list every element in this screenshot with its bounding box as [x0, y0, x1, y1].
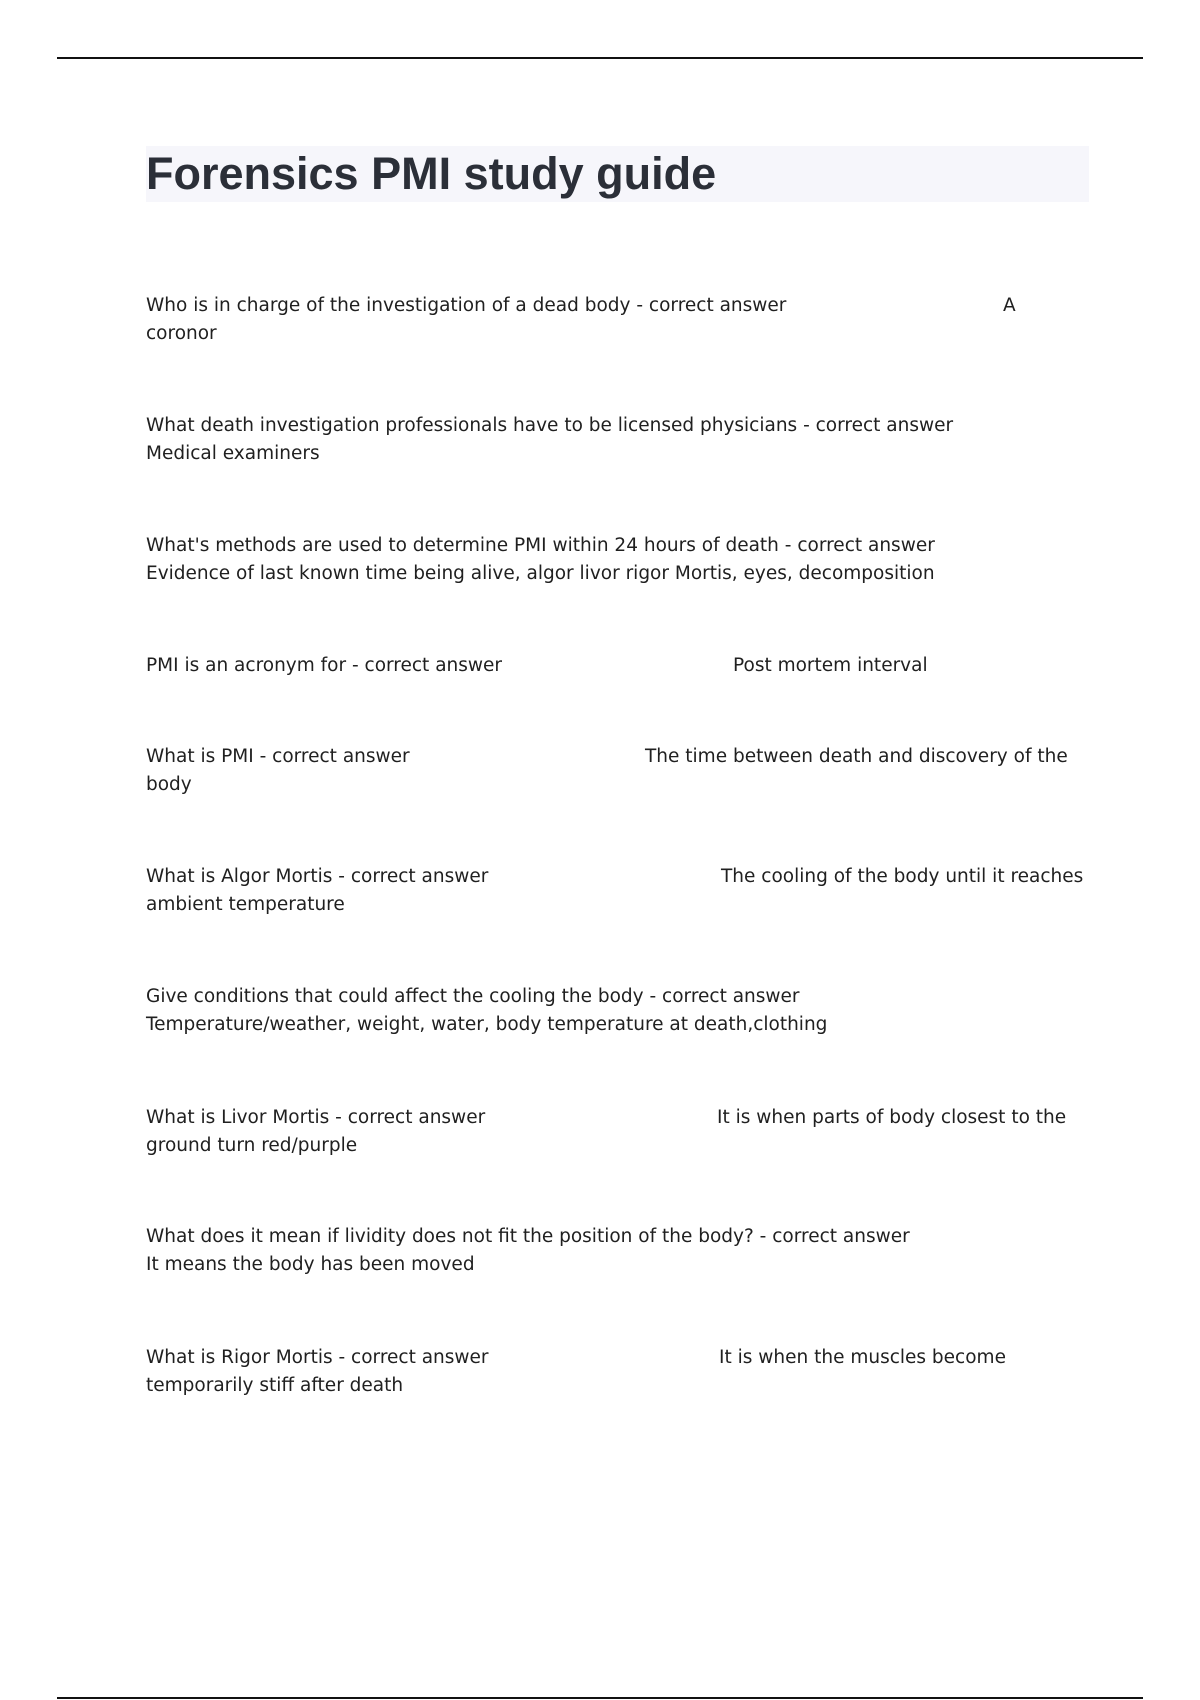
qa-answer-start: Post mortem interval	[733, 655, 928, 676]
qa-question: What does it mean if lividity does not fit the position of the body? - correct answer	[146, 1226, 910, 1247]
qa-answer: body	[146, 774, 192, 795]
qa-item	[146, 532, 1106, 588]
qa-question: What's methods are used to determine PMI within 24 hours of death - correct answer	[146, 535, 935, 556]
qa-item	[146, 743, 1106, 799]
qa-question: What death investigation professionals have to be licensed physicians - correct answer	[146, 415, 954, 436]
qa-answer: It means the body has been moved	[146, 1254, 475, 1275]
qa-answer: Evidence of last known time being alive, algor livor rigor Mortis, eyes, decomposition	[146, 563, 935, 584]
qa-answer: ambient temperature	[146, 894, 345, 915]
qa-answer-start: A	[1003, 295, 1016, 316]
qa-question: What is PMI - correct answer	[146, 746, 410, 767]
qa-question: Give conditions that could affect the cooling the body - correct answer	[146, 986, 800, 1007]
qa-item	[146, 652, 1106, 680]
qa-question: What is Algor Mortis - correct answer	[146, 866, 489, 887]
qa-answer-start: The time between death and discovery of the	[645, 746, 1068, 767]
bottom-rule	[57, 1697, 1143, 1699]
qa-question: What is Rigor Mortis - correct answer	[146, 1347, 489, 1368]
qa-question-line	[146, 743, 1106, 771]
qa-question-line	[146, 1223, 1106, 1251]
qa-answer: coronor	[146, 323, 217, 344]
qa-item	[146, 1104, 1106, 1160]
qa-question-line	[146, 863, 1106, 891]
qa-question: Who is in charge of the investigation of a dead body - correct answer	[146, 295, 787, 316]
qa-question-line	[146, 1104, 1106, 1132]
page-title: Forensics PMI study guide	[146, 148, 717, 199]
qa-question-line	[146, 292, 1106, 320]
qa-answer-start: The cooling of the body until it reaches	[721, 866, 1084, 887]
qa-item	[146, 983, 1106, 1039]
qa-question: What is Livor Mortis - correct answer	[146, 1107, 486, 1128]
qa-item	[146, 1223, 1106, 1279]
qa-item	[146, 412, 1106, 468]
qa-answer: ground turn red/purple	[146, 1135, 358, 1156]
qa-question-line	[146, 1344, 1106, 1372]
qa-answer: Temperature/weather, weight, water, body temperature at death,clothing	[146, 1014, 828, 1035]
qa-answer: Medical examiners	[146, 443, 320, 464]
top-rule	[57, 57, 1143, 59]
qa-question-line	[146, 983, 1106, 1011]
qa-answer-start: It is when parts of body closest to the	[717, 1107, 1067, 1128]
qa-question-line	[146, 412, 1106, 440]
qa-answer-start: It is when the muscles become	[719, 1347, 1006, 1368]
qa-item	[146, 1344, 1106, 1400]
qa-item	[146, 863, 1106, 919]
qa-question-line	[146, 652, 1106, 680]
qa-item	[146, 292, 1106, 348]
qa-question: PMI is an acronym for - correct answer	[146, 655, 503, 676]
qa-answer: temporarily stiff after death	[146, 1375, 404, 1396]
qa-question-line	[146, 532, 1106, 560]
